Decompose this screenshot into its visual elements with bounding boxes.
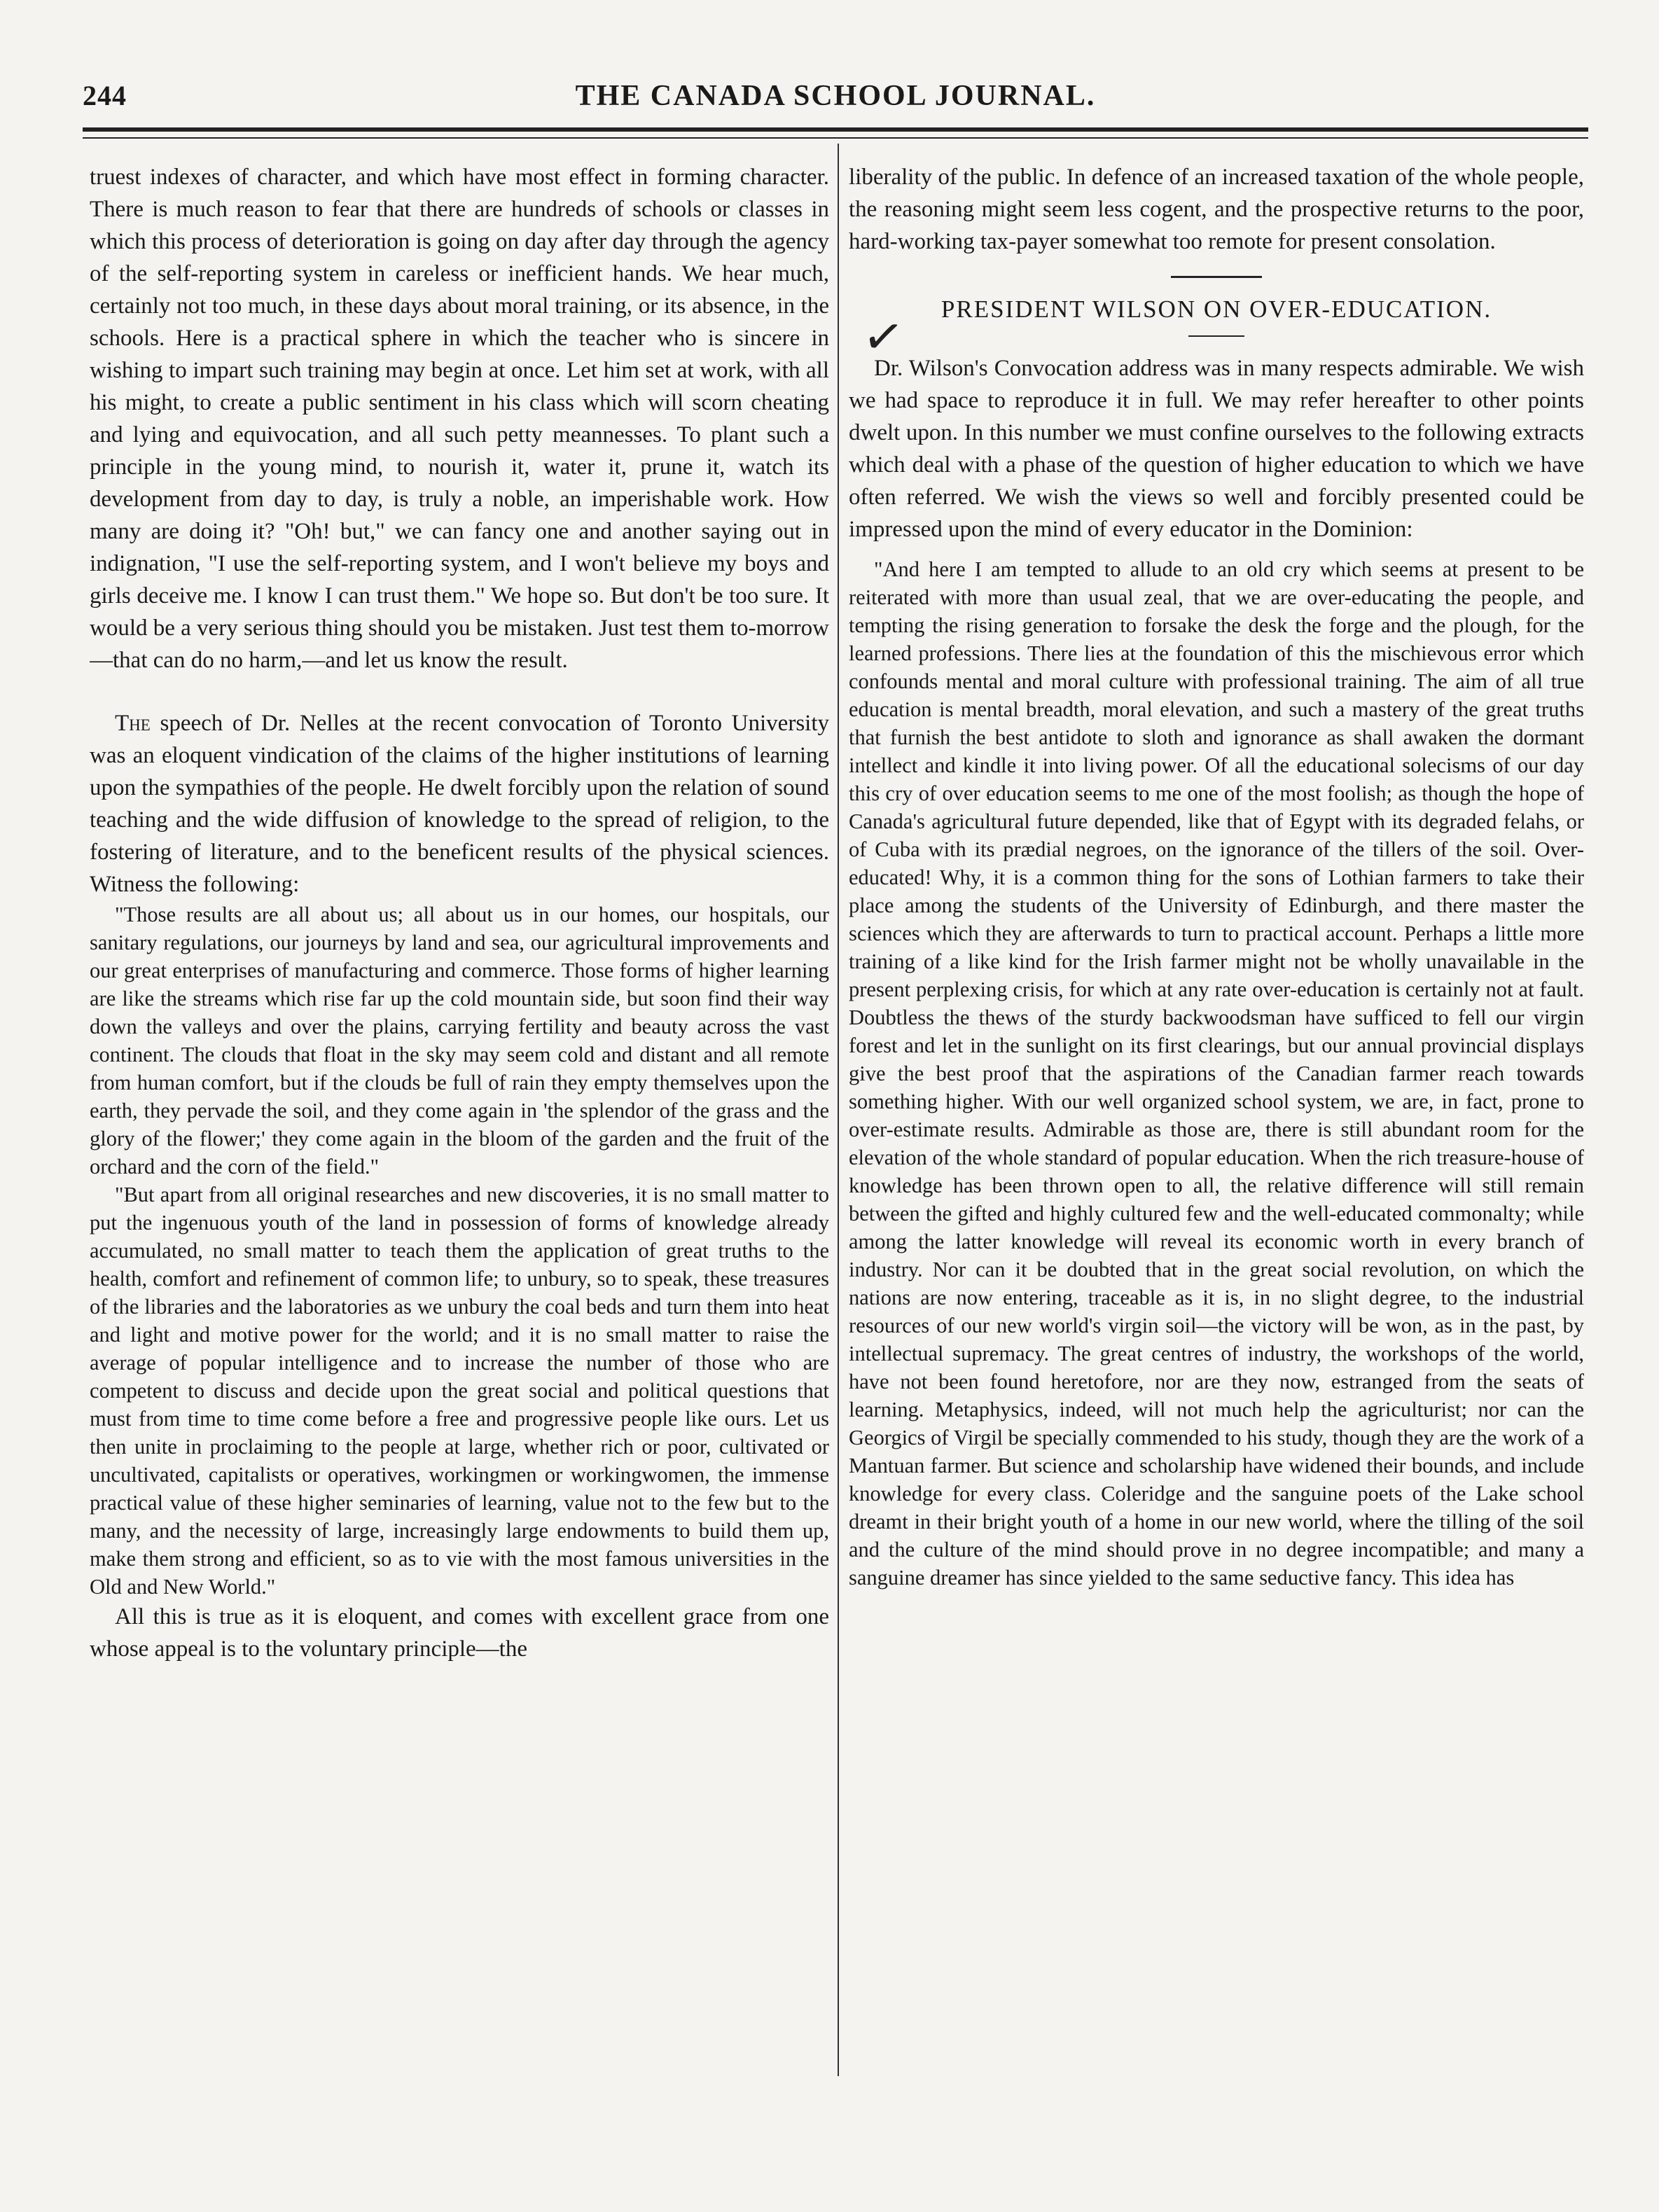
- quote-nelles-2: "But apart from all original researches and new discoveries, it is no small matter to put the ingenuous youth of the land in possession of forms of knowledge already accumulated, no small matter to teach them the application of great truths to the health, comfort and refinement of common life; to unbury, so to speak, these treasures of the libraries and the laboratories as we unbury the coal beds and turn them into heat and light and motive power for the world; and it is no small matter to raise the average of popular intelligence and to increase the number of those who are competent to discuss and decide upon the great social and political questions that must from time to time come before a free and progressive people like ours. Let us then unite in proclaiming to the people at large, whether rich or poor, cultivated or uncultivated, capitalists or operatives, workingmen or workingwomen, the immense practical value of these higher seminaries of learning, value not to the few but to the many, and the necessity of large, increasingly large endowments to build them up, make them strong and efficient, so as to vie with the most famous universities in the Old and New World.": [90, 1183, 829, 1599]
- paragraph-wilson-intro: Dr. Wilson's Convocation address was in many respects admirable. We wish we had space to reproduce it in full. We may refer hereafter to other points dwelt upon. In this number we must confine ourselves to the following extracts which deal with a phase of the question of higher education to which we have often referred. We wish the views so well and forcibly presented could be impressed upon the mind of every educator in the Dominion:: [849, 356, 1584, 542]
- paragraph-nelles-speech: [90, 707, 829, 900]
- paragraph-eloquent: All this is true as it is eloquent, and comes with excellent grace from one whose appeal is to the voluntary principle—the: [90, 1604, 829, 1662]
- paragraph-self-reporting: truest indexes of character, and which have most effect in forming character. There is much reason to fear that there are hundreds of schools or classes in which this process of deterioration is going on day after day through the agency of the self-reporting system in careless or inefficient hands. We hear much, certainly not too much, in these days about moral training, or its absence, in the schools. Here is a practical sphere in which the teacher who is sincere in wishing to impart such training may begin at once. Let him set at work, with all his might, to create a public sentiment in his class which will scorn cheating and lying and equivocation, and all such petty meannesses. To plant such a principle in the young mind, to nourish it, water it, prune it, watch its development from day to day, is truly a noble, an imperishable work. How many are doing it? "Oh! but," we can fancy one and another saying out in indignation, "I use the self-reporting system, and I won't believe my boys and girls deceive me. I know I can trust them." We hope so. But don't be too sure. It would be a very serious thing should you be mistaken. Just test them to-morrow—that can do no harm,—and let us know the result.: [90, 165, 829, 673]
- paragraph-liberality: liberality of the public. In defence of an increased taxation of the whole people, the reasoning might seem less cogent, and the prospective returns to the poor, hard-working tax-payer somewhat too remote for present consolation.: [849, 165, 1584, 254]
- checkmark-icon: ✓: [859, 308, 908, 368]
- left-column: [90, 161, 829, 2073]
- lead-word: The: [115, 711, 151, 736]
- header-rule-thick: [83, 127, 1588, 132]
- header-rule-thin: [83, 137, 1588, 139]
- paragraph-nelles-body: speech of Dr. Nelles at the recent convocation of Toronto University was an eloquent vindication of the claims of the higher institutions of learning upon the sympathies of the people. He dwelt forcibly upon the relation of sound teaching and the wide diffusion of knowledge to the spread of religion, to the fostering of literature, and to the beneficent results of the physical sciences. Witness the following:: [90, 711, 829, 897]
- heading-underline: [1188, 335, 1244, 337]
- journal-title: THE CANADA SCHOOL JOURNAL.: [575, 80, 1096, 112]
- page-header: [83, 74, 1588, 116]
- column-divider: [838, 144, 839, 2076]
- quote-wilson: "And here I am tempted to allude to an old cry which seems at present to be reiterated with more than usual zeal, that we are over-educating the people, and tempting the rising generation to forsake the desk the forge and the plough, for the learned professions. There lies at the foundation of this the mischievous error which confounds mental and moral culture with professional training. The aim of all true education is mental breadth, moral elevation, and such a mastery of the great truths that furnish the best antidote to sloth and ignorance as shall awaken the dormant intellect and kindle it into living power. Of all the educational solecisms of our day this cry of over education seems to me one of the most foolish; as though the hope of Canada's agricultural future depended, like that of Egypt with its degraded felahs, or of Cuba with its prædial negroes, on the ignorance of the tillers of the soil. Over-educated! Why, it is a common thing for the sons of Lothian farmers to take their place among the students of the University of Edinburgh, and there master the sciences which they are afterwards to turn to practical account. Perhaps a little more training of a like kind for the Irish farmer might not be wholly unavailable in the present perplexing crisis, for which at any rate over-education is certainly not at fault. Doubtless the thews of the sturdy backwoodsman have sufficed to fell our virgin forest and let in the sunlight on its first clearings, but our annual provincial displays give the best proof that the aspirations of the Canadian farmer reach towards something higher. With our well organized school system, we are, in fact, prone to over-estimate results. Admirable as those are, there is still abundant room for the elevation of the whole standard of popular education. When the rich treasure-house of knowledge has been thrown open to all, the relative difference will still remain between the gifted and highly cultured few and the well-educated commonalty; while among the latter knowledge will reveal its economic worth in every branch of industry. Nor can it be doubted that in the great social revolution, on which the nations are now entering, traceable as it is, in no slight degree, to the industrial resources of our new world's virgin soil—the victory will be won, as in the past, by intellectual supremacy. The great centres of industry, the workshops of the world, have not been found heretofore, nor are they now, estranged from the seats of learning. Metaphysics, indeed, will not much help the agriculturist; nor can the Georgics of Virgil be specially commended to his study, though they are the work of a Mantuan farmer. But science and scholarship have widened their bounds, and include knowledge for every class. Coleridge and the sanguine poets of the Lake school dreamt in their bright youth of a home in our new world, where the tilling of the soil and the culture of the mind should prove in no degree incompatible; and many a sanguine dreamer has since yielded to the same seductive fancy. This idea has: [849, 557, 1584, 1590]
- section-gap: [90, 676, 829, 707]
- quote-nelles-1: "Those results are all about us; all about us in our homes, our hospitals, our sanitary regulations, our journeys by land and sea, our agricultural improvements and our great enterprises of manufacturing and commerce. Those forms of higher learning are like the streams which rise far up the cold mountain side, but soon find their way down the valleys and over the plains, carrying fertility and beauty across the vast continent. The clouds that float in the sky may seem cold and distant and all remote from human comfort, but if the clouds be full of rain they empty themselves upon the earth, they pervade the soil, and they come again in 'the splendor of the grass and the glory of the flower;' they come again in the bloom of the garden and the fruit of the orchard and the corn of the field.": [90, 903, 829, 1178]
- section-separator: [1171, 276, 1262, 278]
- page-number: 244: [83, 80, 127, 111]
- right-column: [849, 161, 1584, 2073]
- article-heading: PRESIDENT WILSON ON OVER-EDUCATION.: [940, 295, 1492, 323]
